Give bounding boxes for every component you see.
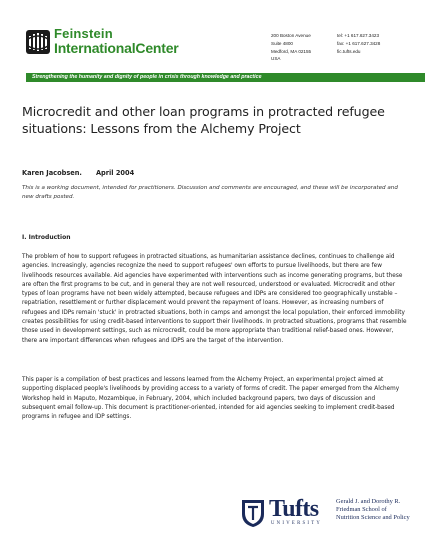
school-name-line: Gerald J. and Dorothy R. xyxy=(336,498,401,505)
document-title: Microcredit and other loan programs in protracted refugee situations: Lessons from the Alchemy Project xyxy=(22,104,385,136)
address-block xyxy=(271,32,311,63)
friedman-school-name xyxy=(336,498,410,522)
tagline-text: Strengthening the humanity and dignity of people in crisis through knowledge and practice xyxy=(32,74,262,80)
school-name-line: Friedman School of xyxy=(336,506,387,514)
website-line: fic.tufts.edu xyxy=(337,48,361,54)
address-line: 200 Boston Avenue xyxy=(271,33,311,38)
tufts-friedman-logo xyxy=(240,496,420,542)
tufts-university-label: UNIVERSITY xyxy=(271,521,323,526)
tufts-seal-icon xyxy=(240,498,266,528)
working-document-note: This is a working document, intended for practitioners. Discussion and comments are encouraged, and these will be incorporated and new drafts posted. xyxy=(22,185,398,201)
logo-line-feinstein: Feinstein xyxy=(54,26,113,41)
fic-logo-icon xyxy=(26,30,50,54)
phone-line: tel: +1 617.627.3423 xyxy=(337,33,380,38)
body-paragraph: This paper is a compilation of best practices and lessons learned from the Alchemy Project, an experimental project aimed at supporting displaced people's livelihoods by providing access to a variety of forms of credit. The paper emerged from the Alchemy Workshop held in Maputo, Mozambique, in February, 2004, which included background papers, two days of discussion and subsequent email follow-up. This document is practitioner-oriented, intended for aid agencies seeking to implement credit-based programs in refugee and IDP settings. xyxy=(22,377,400,421)
contact-block xyxy=(337,32,380,55)
logo-line-international-center: InternationalCenter xyxy=(54,40,179,56)
address-line: Medford, MA 02155 xyxy=(271,48,312,54)
body-paragraph: The problem of how to support refugees in protracted situations, as humanitarian assistance declines, continues to challenge aid agencies. Increasingly, agencies recognize the need to support refugees' own efforts to pursue livelihoods, but there are few livelihoods resources available. Aid agencies have experimented with interventions such as income generating programs, but these are often the first programs to be cut, and in general they are not well resourced, understood or evaluated. Microcredit and other types of loan programs have not been widely attempted, because refugees and IDPs are considered too geographically unstable – repatriation, resettlement or further displacement would prevent the repayment of loans. However, as increasing numbers of refugees and IDPs remain 'stuck' in protracted situations, both in camps and amongst the local population, their enforced immobility creates possibilities for using credit-based interventions to support their livelihoods. In protracted situations, programs that resemble those used in development settings, such as microcredit, could be more appropriate than traditional relief-based ones. However, there are important differences when refugees and IDPS are the target of the intervention. xyxy=(22,254,407,344)
letterhead xyxy=(0,0,425,72)
school-name-line: Nutrition Science and Policy xyxy=(336,514,410,522)
publication-date: April 2004 xyxy=(95,169,135,177)
address-line: USA xyxy=(271,56,281,62)
byline xyxy=(22,169,408,177)
address-line: Suite 4800 xyxy=(271,40,293,46)
tufts-wordmark: Tufts xyxy=(269,496,319,522)
author-name: Karen Jacobsen. xyxy=(22,169,82,177)
section-heading: I. Introduction xyxy=(22,234,71,241)
tagline-bar xyxy=(26,73,425,82)
fax-line: fax: +1 617.627.3428 xyxy=(337,40,381,46)
